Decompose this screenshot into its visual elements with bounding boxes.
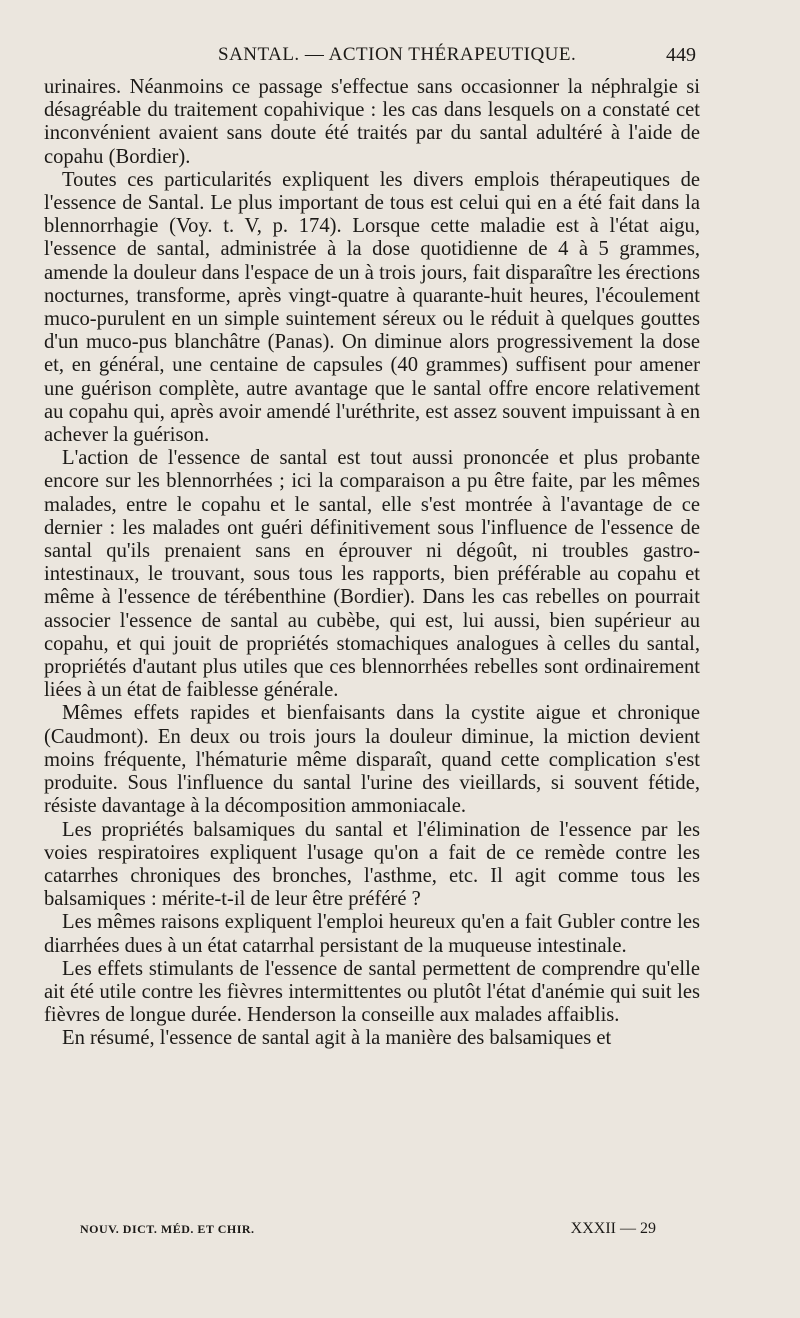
running-title: SANTAL. — ACTION THÉRAPEUTIQUE.	[218, 44, 577, 65]
body-text	[44, 76, 700, 1051]
paragraph-6: Les mêmes raisons expliquent l'emploi heureux qu'en a fait Gubler contre les diarrhées dues à un état catarrhal persistant de la muqueuse intestinale.	[44, 911, 700, 957]
paragraph-5: Les propriétés balsamiques du santal et l'élimination de l'essence par les voies respiratoires expliquent l'usage qu'on a fait de ce remède contre les catarrhes chroniques des bronches, l'asthme, etc. Il agit comme tous les balsamiques : mérite-t-il de leur être préféré ?	[44, 818, 700, 911]
paragraph-1: urinaires. Néanmoins ce passage s'effectue sans occasionner la néphralgie si désagréable du traitement copahivique : les cas dans lesquels on a constaté cet inconvénient avaient sans doute été traités par du santal adultéré à l'aide de copahu (Bordier).	[44, 76, 700, 168]
running-head	[104, 44, 696, 72]
footer-signature: XXXII — 29	[570, 1220, 656, 1237]
paragraph-7: Les effets stimulants de l'essence de santal permettent de comprendre qu'elle ait été utile contre les fièvres intermittentes ou plutôt l'état d'anémie qui suit les fièvres de longue durée. Henderson la conseille aux malades affaiblis.	[44, 957, 700, 1027]
page-number: 449	[666, 44, 696, 66]
page-footer	[80, 1220, 656, 1244]
paragraph-3: L'action de l'essence de santal est tout aussi prononcée et plus probante encore sur les blennorrhées ; ici la comparaison a pu être faite, par les mêmes malades, entre le copahu et le santal, elle s'est montrée à l'avantage de ce dernier : les malades ont guéri définitivement sous l'influence de l'essence de santal qu'ils prenaient sans en éprouver ni dégoût, ni troubles gastro-intestinaux, le trouvant, sous tous les rapports, bien préférable au copahu et même à l'essence de térébenthine (Bordier). Dans les cas rebelles on pourrait associer l'essence de santal au cubèbe, qui est, lui aussi, bien supérieur au copahu, et qui jouit de propriétés stomachiques analogues à celles du santal, propriétés d'autant plus utiles que ces blennorrhées rebelles sont ordinairement liées à un état de faiblesse générale.	[44, 447, 700, 702]
paragraph-8: En résumé, l'essence de santal agit à la manière des balsamiques et	[62, 1027, 612, 1050]
paragraph-2: Toutes ces particularités expliquent les divers emplois thérapeutiques de l'essence de Santal. Le plus important de tous est celui qui en a été fait dans la blennorrhagie (Voy. t. V, p. 174). Lorsque cette maladie est à l'état aigu, l'essence de santal, administrée à la dose quotidienne de 4 à 5 grammes, amende la douleur dans l'espace de un à trois jours, fait disparaître les érections nocturnes, transforme, après vingt-quatre à quarante-huit heures, l'écoulement muco-purulent en un simple suintement séreux ou le réduit à quelques gouttes d'un muco-pus blanchâtre (Panas). On diminue alors progressivement la dose et, en général, une centaine de capsules (40 grammes) suffisent pour amener une guérison complète, autre avantage que le santal offre encore relativement au copahu qui, après avoir amendé l'uréthrite, est assez souvent impuissant à en achever la guérison.	[44, 168, 700, 447]
footer-collection: NOUV. DICT. MÉD. ET CHIR.	[80, 1222, 255, 1236]
paragraph-4: Mêmes effets rapides et bienfaisants dans la cystite aigue et chronique (Caudmont). En deux ou trois jours la douleur diminue, la miction devient moins fréquente, l'hématurie même disparaît, quand cette complication s'est produite. Sous l'influence du santal l'urine des vieillards, si souvent fétide, résiste davantage à la décomposition ammoniacale.	[44, 702, 700, 818]
